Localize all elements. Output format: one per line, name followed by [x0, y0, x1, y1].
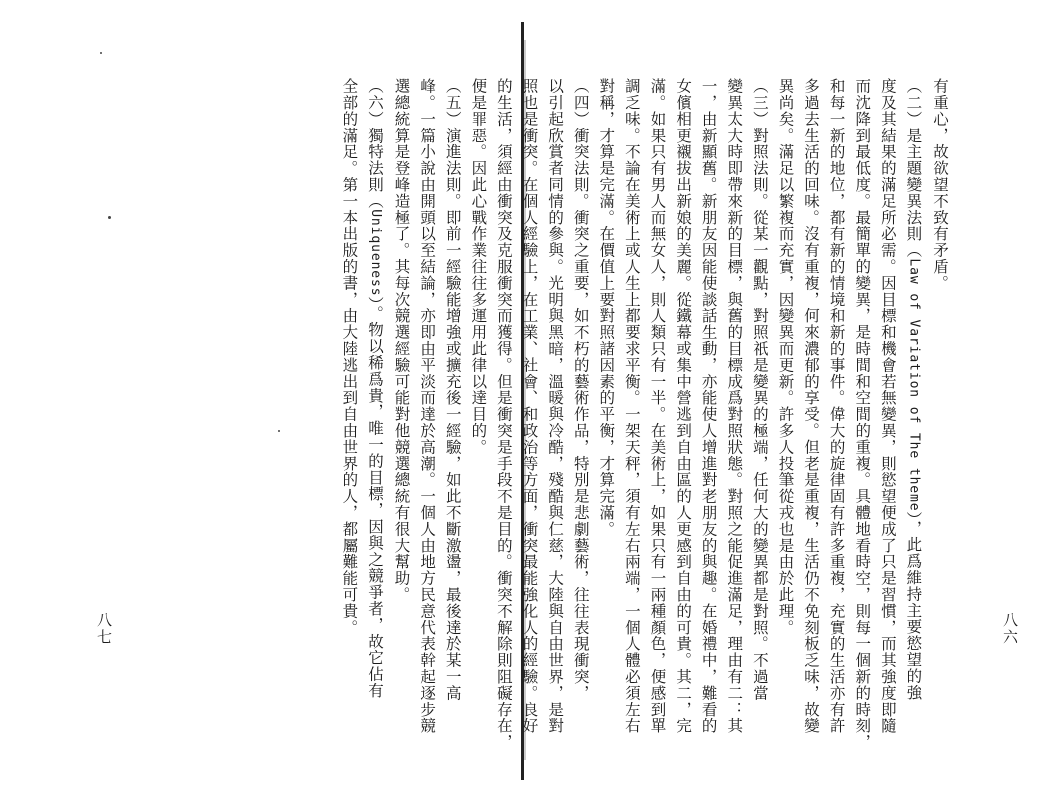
text-line: 有重心，故欲望不致有矛盾。 — [931, 78, 949, 292]
text-line: 異尚矣。滿足以繁複而充實，因變異而更新。許多人投筆從戎也是由於此理。 — [776, 78, 795, 636]
text-line: 變異太大時即帶來新的目標，與舊的目標成爲對照狀態。對照之能促進滿足，理由有二：其 — [725, 78, 744, 734]
text-line: （六）獨特法則（Uniqueness）。物以稀爲貴，唯一的目標，因與之競爭者，故它佔有 — [365, 78, 384, 699]
text-line: 照也是衝突。在個人經驗上，在工業、社會、和政治等方面，衝突最能強化人的經驗。良好 — [520, 78, 539, 734]
text-line: 全部的滿足。第一本出版的書，由大陸逃出到自由世界的人，都屬難能可貴。 — [340, 78, 359, 636]
text-line: 的生活，須經由衝突及克服衝突而獲得。但是衝突是手段不是目的。衝突不解除則阻礙存在， — [494, 78, 513, 751]
text-line: 便是罪惡。因此心戰作業往往多運用此律以達目的。 — [469, 78, 488, 456]
text-line: 以引起欣賞者同情的參與。光明與黑暗，溫暖與冷酷，殘酷與仁慈，大陸與自由世界，是對 — [546, 78, 565, 734]
page-number-right: 八六 — [1001, 612, 1019, 646]
text-line: 滿。如果只有男人而無女人，則人類只有一半。在美術上，如果只有一兩種顏色，便感到單 — [648, 78, 667, 734]
text-line: （二）是主題變異法則（Law of Variation of The theme），此爲維持主要慾望的強 — [904, 78, 923, 701]
text-line: 調乏味。不論在美術上或人生上都要求平衡。一架天秤，須有左右兩端，一個人體必須左右 — [622, 78, 641, 734]
scan-speck — [278, 430, 280, 432]
text-line: 峰。一篇小說由開頭以至結論，亦即由平淡而達於高潮。一個人由地方民意代表幹起逐步競 — [418, 78, 437, 734]
text-line: 多過去生活的回味。沒有重複，何來濃郁的享受。但老是重複，生活仍不免刻板乏味，故變 — [802, 78, 821, 734]
text-line: 而沈降到最低度。最簡單的變異，是時間和空間的重複。具體地看時空，則每一個新的時刻， — [853, 78, 872, 751]
text-line: （三）對照法則。從某一觀點，對照祇是變異的極端，任何大的變異都是對照。不過當 — [750, 78, 769, 702]
text-line: 對稱，才算是完滿。在價值上要對照諸因素的平衡，才算完滿。 — [597, 78, 616, 538]
text-line: 選總統算是登峰造極了。其每次競選經驗可能對他競選總統有很大幫助。 — [392, 78, 411, 603]
scan-speck — [108, 216, 111, 219]
text-line: 度及其結果的滿足所必需。因目標和機會若無變異，則慾望便成了只是習慣，而其強度即隨 — [878, 78, 897, 734]
text-line: 和每一新的地位，都有新的情境和新的事件。偉大的旋律固有許多重複，充實的生活亦有許 — [827, 78, 846, 734]
text-line: 一，由新顯舊。新朋友因能使談話生動，亦能使人增進對老朋友的與趣。在婚禮中，難看的 — [699, 78, 718, 734]
left-page-body — [318, 78, 518, 768]
text-line: 女儐相更襯拔出新娘的美麗。從鐵幕或集中營逃到自由區的人更感到自由的可貴。其二，完 — [674, 78, 693, 734]
text-line: （四）衝突法則。衝突之重要，如不朽的藝術作品，特別是悲劇藝術，往往表現衝突， — [571, 78, 590, 702]
page-number-left: 八七 — [95, 612, 113, 646]
text-line: （五）演進法則。即前一經驗能增強或擴充後一經驗，如此不斷激盪，最後達於某一高 — [443, 78, 462, 702]
scan-speck — [100, 52, 102, 54]
